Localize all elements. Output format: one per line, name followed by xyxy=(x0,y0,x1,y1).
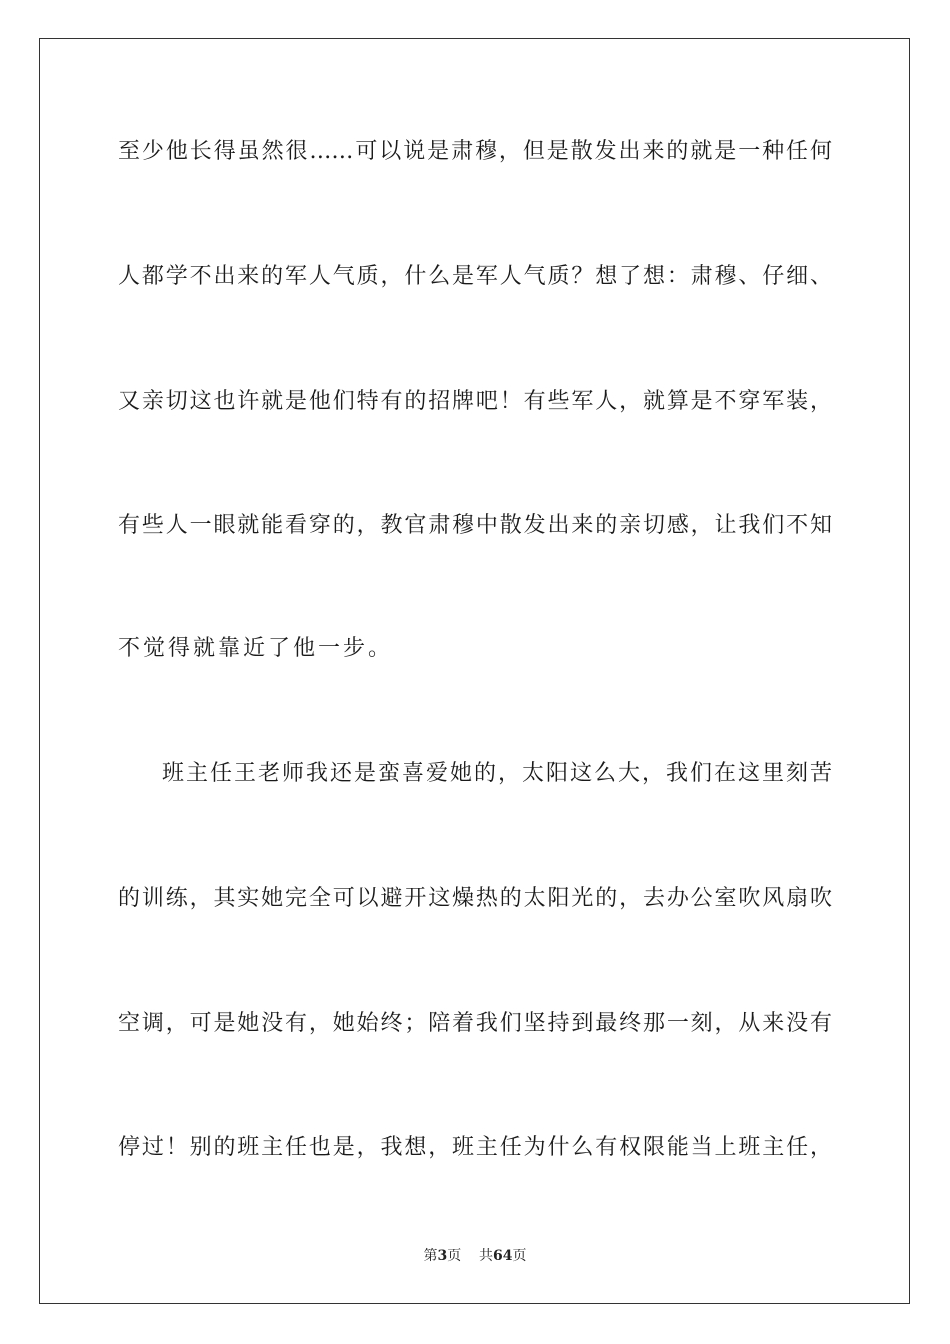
page-border xyxy=(39,38,910,1304)
total-pages: 64 xyxy=(493,1248,513,1264)
page-footer xyxy=(0,1247,950,1265)
body-line-3: 又亲切这也许就是他们特有的招牌吧！有些军人，就算是不穿军装， xyxy=(118,389,832,414)
body-line-9: 停过！别的班主任也是，我想，班主任为什么有权限能当上班主任， xyxy=(118,1135,832,1160)
body-line-4: 有些人一眼就能看穿的，教官肃穆中散发出来的亲切感，让我们不知 xyxy=(118,513,832,538)
total-suffix: 页 xyxy=(512,1248,527,1264)
page-number: 3 xyxy=(437,1248,448,1264)
body-line-7: 的训练，其实她完全可以避开这燥热的太阳光的，去办公室吹风扇吹 xyxy=(118,886,832,911)
body-line-2: 人都学不出来的军人气质，什么是军人气质？想了想：肃穆、仔细、 xyxy=(118,264,832,289)
total-prefix: 共 xyxy=(479,1248,494,1264)
body-line-8: 空调，可是她没有，她始终；陪着我们坚持到最终那一刻，从来没有 xyxy=(118,1011,832,1036)
body-line-1: 至少他长得虽然很……可以说是肃穆，但是散发出来的就是一种任何 xyxy=(118,139,832,164)
paragraph-2-line-1: 班主任王老师我还是蛮喜爱她的，太阳这么大，我们在这里刻苦 xyxy=(162,761,832,786)
page-prefix: 第 xyxy=(423,1248,438,1264)
page-suffix: 页 xyxy=(447,1248,462,1264)
body-line-5: 不觉得就靠近了他一步。 xyxy=(118,636,394,661)
